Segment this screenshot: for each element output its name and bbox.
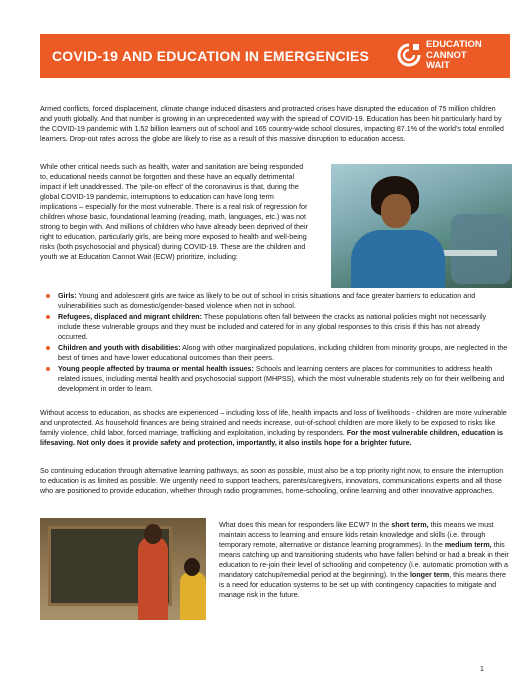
needs-paragraph — [40, 162, 310, 262]
paragraph-emphasis: For the most vulnerable children, education is lifesaving. Not only does it provide safety and protection, importantly, it also instils hope for a brighter future. — [40, 429, 504, 447]
bullet-lead: Girls: — [58, 292, 77, 300]
text-run: this means we must maintain access to learning and ensure kids retain knowledge and skills (i.e. through temporary remote, alternative or distance learning programmes). In the — [219, 521, 494, 549]
paragraph-text — [219, 520, 511, 600]
paragraph-text — [40, 408, 508, 448]
girl-at-water-tap-photo — [331, 164, 512, 288]
photo-student-head — [184, 558, 200, 576]
paragraph-text: Armed conflicts, forced displacement, climate change induced disasters and protracted crises have disrupted the education of 75 million children and youth globally. And that number is growing in an unprecedented way with the spread of COVID-19. Education has been hit particularly hard by the COVID-19 pandemic with 1.52 billion learners out of school and 165 country-wide school closures, impacting 87.1% of the world’s total enrolled learners. Drop-out rates across the globe are likely to rise as a result of this massive disruption to education access. — [40, 105, 504, 143]
logo-line: EDUCATION — [426, 39, 482, 50]
photo-student — [180, 572, 206, 620]
list-item — [58, 291, 510, 311]
bullet-text: Young and adolescent girls are twice as likely to be out of school in crisis situations and face greater barriers to education and vulnerabilities such as domestic/gender-based violence when not in school. — [58, 292, 476, 310]
photo-background — [451, 214, 511, 284]
photo-girl-shirt — [351, 230, 445, 288]
text-run: , this means there is a need for education systems to be set up with contingency capacities to mitigate and manage risk in the future. — [219, 571, 506, 599]
photo-teacher-head — [144, 524, 162, 544]
vulnerability-paragraph — [40, 408, 508, 448]
header-banner — [40, 34, 510, 78]
continuity-paragraph — [40, 466, 508, 496]
term-longer: longer term — [409, 571, 450, 579]
ecw-logo-text — [426, 40, 482, 72]
list-item — [58, 343, 510, 363]
ecw-logo-icon — [397, 42, 421, 68]
list-item — [58, 364, 510, 394]
term-medium: medium term, — [444, 541, 492, 549]
paragraph-plain: Without access to education, as shocks are experienced – including loss of life, health impacts and loss of livelihoods - children are more vulnerable and unprotected. As household finances are being strained and needs increase, out-of-school children are more likely to be exposed to risks like family violence, child labor, forced marriage, trafficking and exploitation, including by responders. — [40, 409, 507, 437]
logo-line: WAIT — [426, 60, 450, 71]
bullet-lead: Children and youth with disabilities: — [58, 344, 181, 352]
bullet-lead: Refugees, displaced and migrant children: — [58, 313, 203, 321]
paragraph-text: While other critical needs such as health, water and sanitation are being responded to, educational needs cannot be forgotten and these have an equally detrimental impact if left unaddressed. The ‘pile-on effect’ of the coronavirus is that, during the global COVID-19 pandemic, interruptions to education can have long term implications – especially for the most vulnerable. There is a real risk of regression for children whose basic, foundational learning (reading, math, languages, etc.) was not strong to begin with. And millions of children who have already been deprived of their right to education, particularly girls, are being more exposed to health and well-being risks (both psychosocial and physical) during COVID-19. These are the children and youth we at Education Cannot Wait (ECW) prioritize, including: — [40, 163, 308, 261]
photo-teacher — [138, 536, 168, 620]
page-number: 1 — [480, 666, 484, 673]
intro-paragraph — [40, 104, 508, 144]
list-item — [58, 312, 510, 342]
bullet-text: Schools and learning centers are places for communities to address health related issues, including mental health and psychosocial support (MHPSS), which the most vulnerable students rely on for their wellbeing and development in order to learn. — [58, 365, 505, 393]
photo-girl-face — [381, 194, 411, 228]
bullet-lead: Young people affected by trauma or mental health issues: — [58, 365, 254, 373]
bullet-text: These populations often fall between the cracks as national policies might not necessarily include these vulnerable groups and they must be included and catered for in any global responses to this crisis if this has not already occurred. — [58, 313, 487, 341]
responders-paragraph — [219, 520, 511, 600]
text-run: What does this mean for responders like ECW? In the — [219, 521, 392, 529]
logo-line: CANNOT — [426, 49, 467, 61]
priority-groups-list — [58, 291, 510, 395]
page-title: COVID-19 AND EDUCATION IN EMERGENCIES — [52, 48, 369, 64]
term-short: short term, — [391, 521, 429, 529]
classroom-photo — [40, 518, 206, 620]
text-run: this means catching up and transitioning students who have fallen behind or had a break in their education to re-join their level of schooling and competency (i.e. automatic promotion with a mandatory catchup/remedial period at the beginning). In the — [219, 541, 509, 579]
paragraph-text: So continuing education through alternative learning pathways, as soon as possible, must also be a top priority right now, to ensure the interruption to education is as limited as possible. We urgently need to support teachers, parents/caregivers, innovators, communications experts and all those who are positioned to provide education, whether through radio programmes, home-schooling, online learning and other innovative approaches. — [40, 467, 504, 495]
bullet-text: Along with other marginalized populations, including children from minority groups, are neglected in the best of times and have lower educational outcomes than their peers. — [58, 344, 508, 362]
